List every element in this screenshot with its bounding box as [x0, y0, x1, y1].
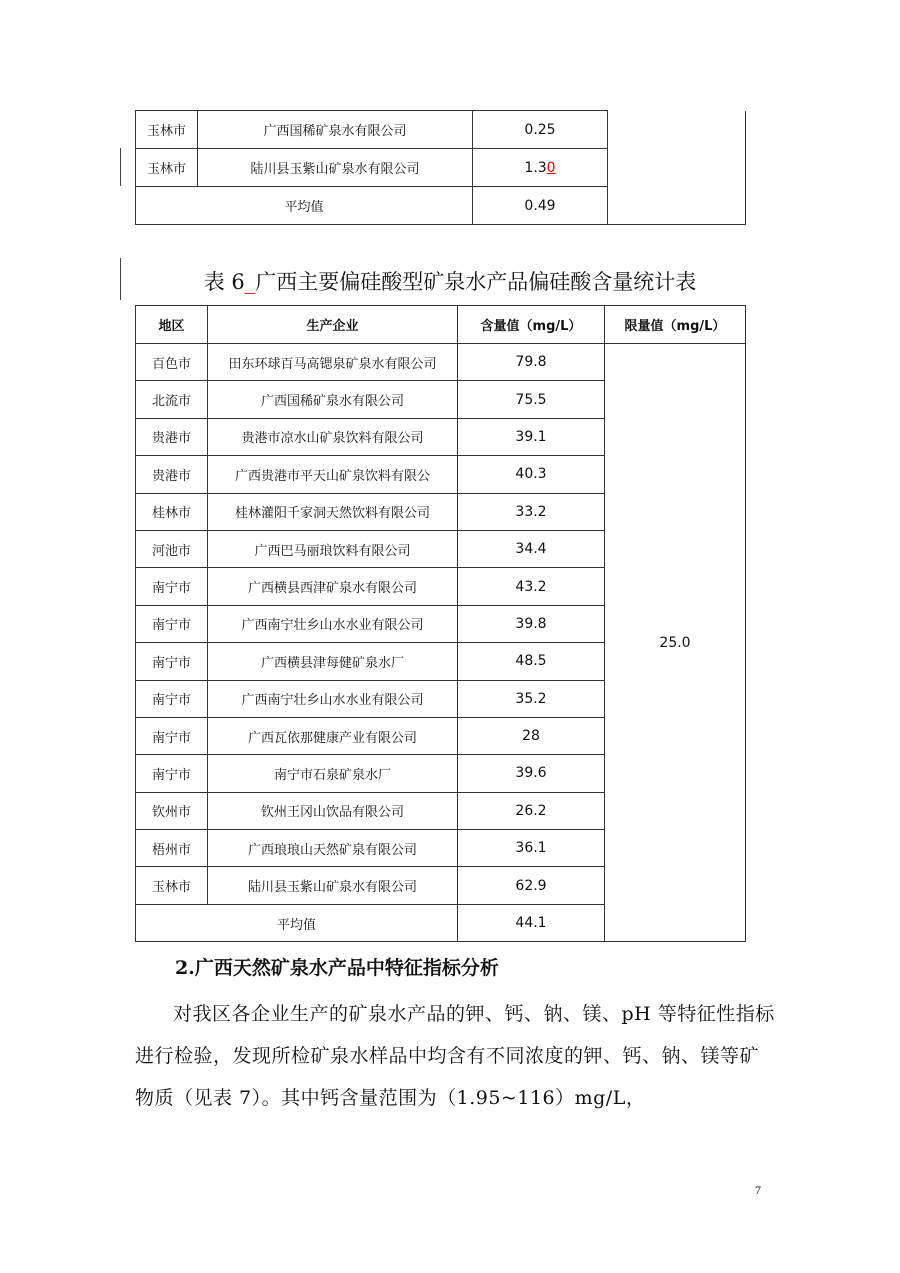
value-cell: 35.2: [458, 680, 605, 717]
value-cell: 39.6: [458, 755, 605, 792]
value-cell: 39.1: [458, 418, 605, 455]
region-cell: 南宁市: [136, 680, 208, 717]
company-cell: 贵港市凉水山矿泉饮料有限公司: [208, 418, 458, 455]
region-cell: 河池市: [136, 530, 208, 567]
value-cell: 40.3: [458, 456, 605, 493]
section-heading: 2.广西天然矿泉水产品中特征指标分析: [175, 957, 499, 979]
average-label: 平均值: [136, 904, 458, 941]
company-cell: 广西横县西津矿泉水有限公司: [208, 568, 458, 605]
page-number: 7: [755, 1183, 761, 1197]
company-cell: 钦州王冈山饮品有限公司: [208, 792, 458, 829]
company-cell: 田东环球百马高锶泉矿泉水有限公司: [208, 344, 458, 381]
average-label: 平均值: [136, 187, 473, 225]
value-cell: 28: [458, 717, 605, 754]
company-cell: 广西国稀矿泉水有限公司: [198, 111, 473, 149]
tracked-edit: 0: [546, 159, 556, 176]
table-caption: [0, 266, 900, 296]
value-cell: [473, 149, 608, 187]
header-region: 地区: [136, 306, 208, 344]
company-cell: 广西贵港市平天山矿泉饮料有限公: [208, 456, 458, 493]
region-cell: 玉林市: [136, 149, 198, 187]
region-cell: 钦州市: [136, 792, 208, 829]
table-row: [136, 344, 746, 381]
value-cell: 62.9: [458, 867, 605, 904]
company-cell: 陆川县玉紫山矿泉水有限公司: [208, 867, 458, 904]
region-cell: 北流市: [136, 381, 208, 418]
company-cell: 广西瓦依那健康产业有限公司: [208, 717, 458, 754]
table5-tail: [135, 110, 746, 225]
caption-text: 广西主要偏硅酸型矿泉水产品偏硅酸含量统计表: [255, 270, 697, 294]
company-cell: 广西国稀矿泉水有限公司: [208, 381, 458, 418]
average-value: 44.1: [458, 904, 605, 941]
table-body: [136, 344, 746, 942]
table-row: [136, 111, 746, 149]
region-cell: 南宁市: [136, 643, 208, 680]
region-cell: 桂林市: [136, 493, 208, 530]
header-content: 含量值（mg/L）: [458, 306, 605, 344]
limit-value-cell: 25.0: [605, 344, 746, 942]
region-cell: 南宁市: [136, 568, 208, 605]
value-cell: 26.2: [458, 792, 605, 829]
caption-prefix: 表 6: [203, 270, 245, 294]
region-cell: 玉林市: [136, 111, 198, 149]
company-cell: 广西横县津每健矿泉水厂: [208, 643, 458, 680]
header-limit: 限量值（mg/L）: [605, 306, 746, 344]
region-cell: 南宁市: [136, 717, 208, 754]
region-cell: 梧州市: [136, 830, 208, 867]
region-cell: 百色市: [136, 344, 208, 381]
region-cell: 玉林市: [136, 867, 208, 904]
value-cell: 33.2: [458, 493, 605, 530]
region-cell: 南宁市: [136, 605, 208, 642]
region-cell: 南宁市: [136, 755, 208, 792]
region-cell: 贵港市: [136, 418, 208, 455]
company-cell: 广西巴马丽琅饮料有限公司: [208, 530, 458, 567]
limit-cell: [608, 111, 746, 225]
value-cell: 0.25: [473, 111, 608, 149]
revision-mark: [120, 148, 121, 186]
company-cell: 广西琅琅山天然矿泉有限公司: [208, 830, 458, 867]
header-company: 生产企业: [208, 306, 458, 344]
value-cell: 39.8: [458, 605, 605, 642]
value-text: 1.3: [524, 159, 547, 176]
company-cell: 广西南宁壮乡山水水业有限公司: [208, 605, 458, 642]
body-paragraph: 对我区各企业生产的矿泉水产品的钾、钙、钠、镁、pH 等特征性指标进行检验，发现所检矿泉水样品中均含有不同浓度的钾、钙、钠、镁等矿物质（见表 7）。其中钙含量范围为（1.95~116）mg/L，: [135, 1003, 775, 1109]
value-cell: 79.8: [458, 344, 605, 381]
table6: [135, 305, 746, 942]
company-cell: 桂林灌阳千家洞天然饮料有限公司: [208, 493, 458, 530]
value-cell: 34.4: [458, 530, 605, 567]
company-cell: 广西南宁壮乡山水水业有限公司: [208, 680, 458, 717]
company-cell: 南宁市石泉矿泉水厂: [208, 755, 458, 792]
value-cell: 36.1: [458, 830, 605, 867]
value-cell: 48.5: [458, 643, 605, 680]
value-cell: 75.5: [458, 381, 605, 418]
tracked-edit-mark: _: [244, 270, 256, 294]
average-value: 0.49: [473, 187, 608, 225]
table-header-row: [136, 306, 746, 344]
value-cell: 43.2: [458, 568, 605, 605]
company-cell: 陆川县玉紫山矿泉水有限公司: [198, 149, 473, 187]
region-cell: 贵港市: [136, 456, 208, 493]
